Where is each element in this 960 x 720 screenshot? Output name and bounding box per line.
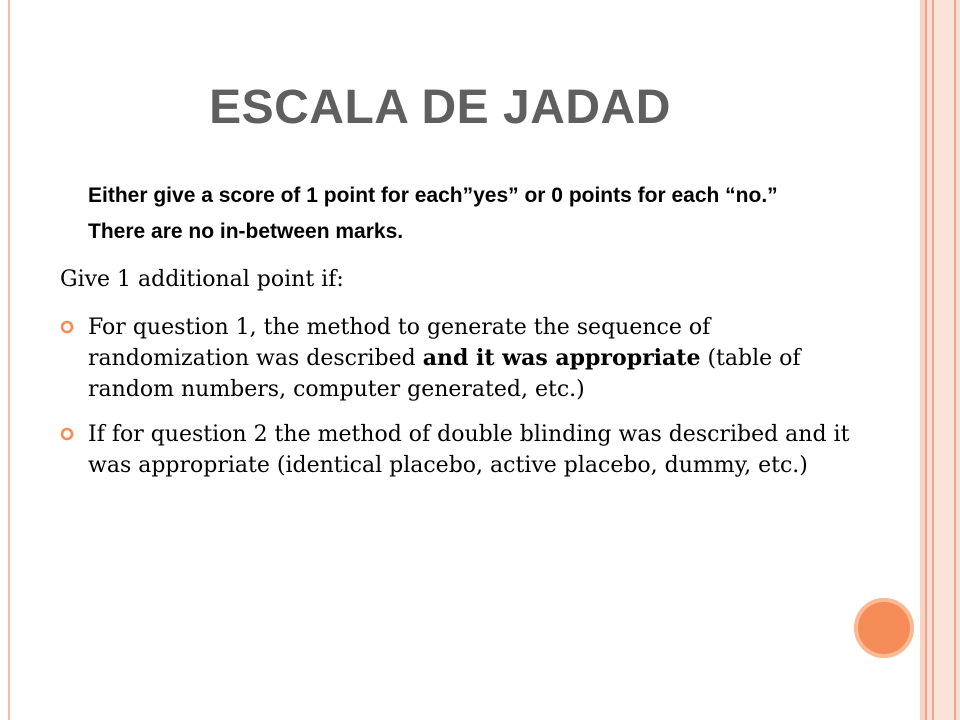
- lead-text: Give 1 additional point if:: [60, 267, 344, 292]
- bullet-text: [88, 315, 801, 402]
- bullet-item: [60, 419, 850, 481]
- bullet-text: If for question 2 the method of double blinding was described and it was appropriate (identical placebo, active placebo, dummy, etc.): [88, 422, 850, 478]
- bullet-text-part: (table of random numbers, computer generated, etc.): [88, 346, 801, 402]
- right-stripe: [934, 0, 954, 720]
- bullet-list: [60, 312, 850, 495]
- right-stripe: [956, 0, 960, 720]
- bullet-item: [60, 312, 850, 405]
- bullet-text-bold: and it was appropriate: [422, 345, 701, 371]
- orange-ring-icon: [60, 427, 74, 441]
- orange-circle-icon: [854, 598, 914, 658]
- intro-text: Either give a score of 1 point for each”yes” or 0 points for each “no.” There are no in-between marks.: [88, 184, 778, 243]
- slide-title: ESCALA DE JADAD: [209, 81, 671, 134]
- bullet-text-part: For question 1, the method to generate the sequence of randomization was described: [88, 315, 711, 371]
- orange-ring-icon: [60, 320, 74, 334]
